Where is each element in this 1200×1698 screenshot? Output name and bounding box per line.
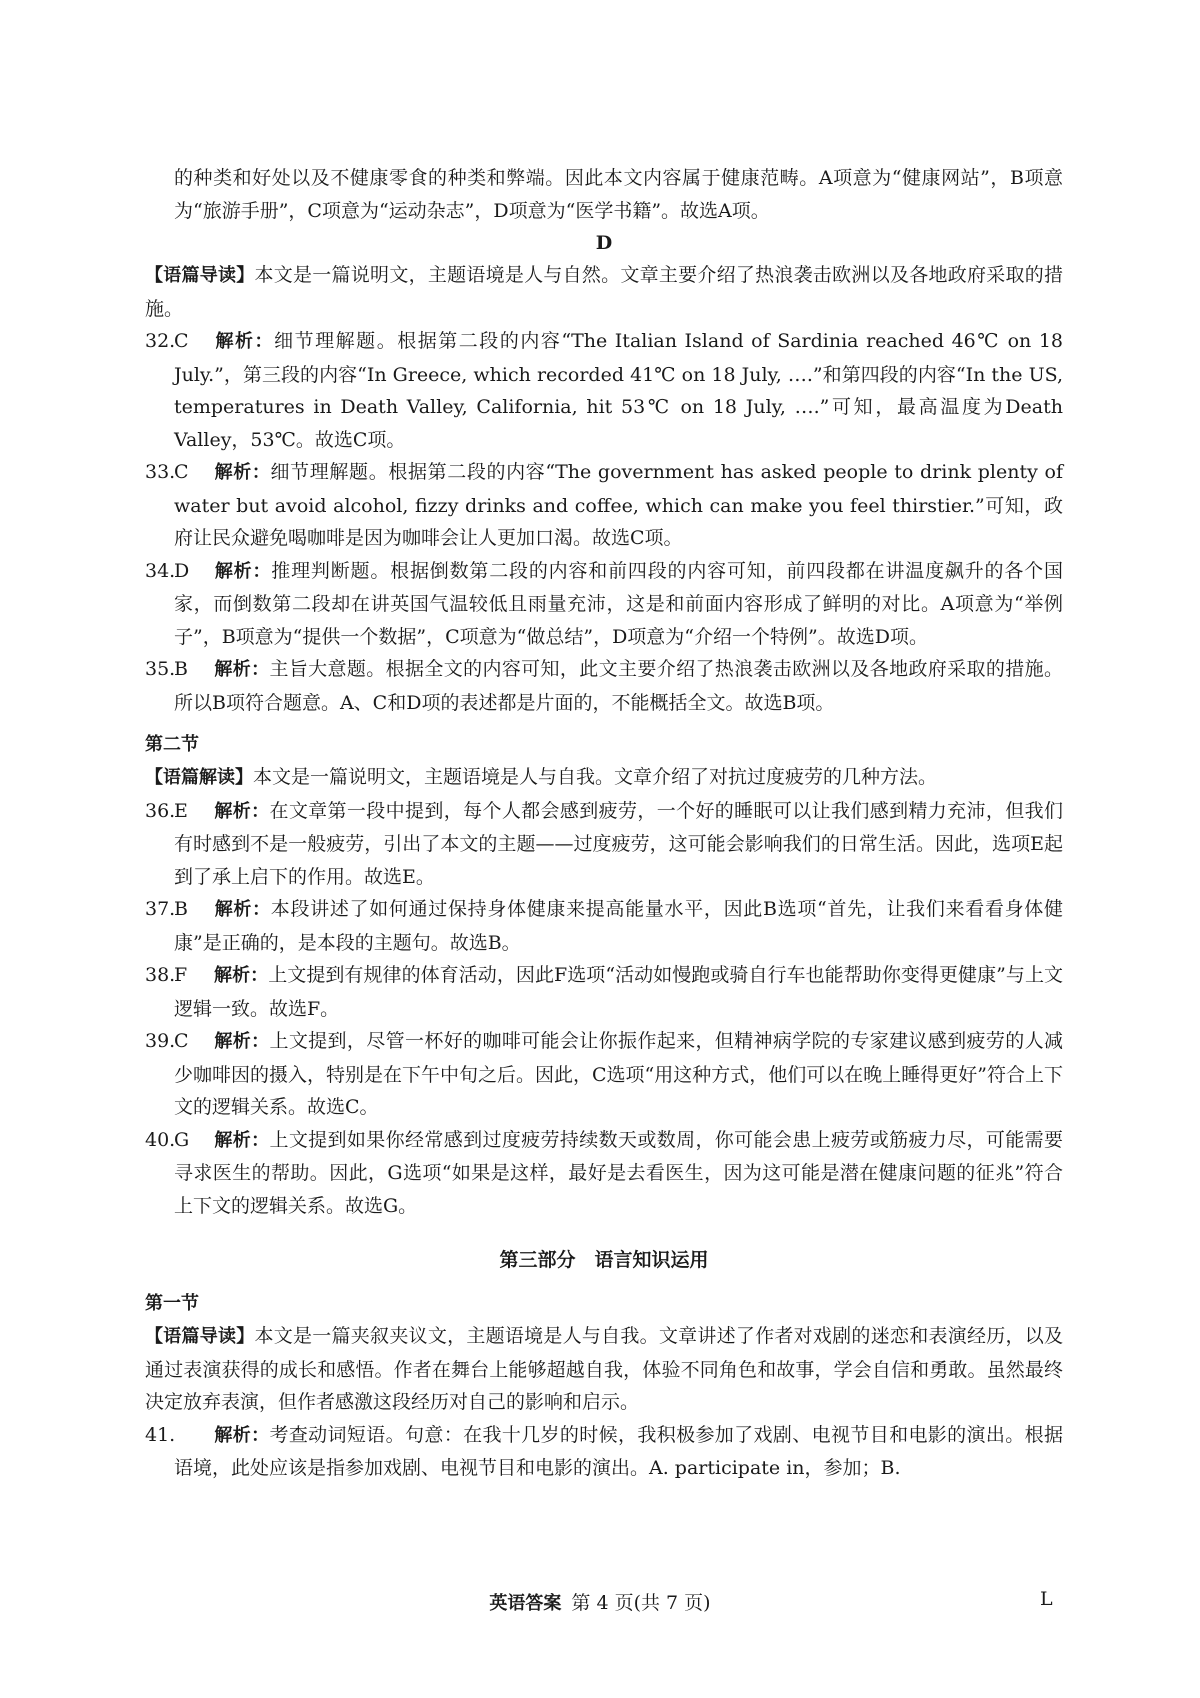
answer-item-40 [145,1124,1063,1223]
section-heading-1: 第一节 [145,1293,199,1314]
question-number: 40. [145,1128,176,1151]
question-number: 35. [145,658,176,680]
analysis-text: 主旨大意题。根据全文的内容可知，此文主要介绍了热浪袭击欧洲以及各地政府采取的措施。所以B项符合题意。A、C和D项的表述都是片面的，不能概括全文。故选B项。 [174,658,1063,714]
answer-item-32 [145,325,1063,456]
analysis-text: 上文提到如果你经常感到过度疲劳持续数天或数周，你可能会患上疲劳或筋疲力尽，可能需要寻求医生的帮助。因此，G选项“如果是这样，最好是去看医生，因为这可能是潜在健康问题的征兆”符合上下文的逻辑关系。故选G。 [174,1128,1063,1217]
guide-text: 本文是一篇说明文，主题语境是人与自然。文章主要介绍了热浪袭击欧洲以及各地政府采取的措施。 [145,264,1063,320]
question-number: 36. [145,799,176,822]
analysis-label: 解析： [214,560,272,582]
analysis-label: 解析： [214,800,270,822]
answer-letter: C [174,461,189,483]
analysis-text: 考查动词短语。句意：在我十几岁的时候，我积极参加了戏剧、电视节目和电影的演出。根据语境，此处应该是指参加戏剧、电视节目和电影的演出。A. participate in，参加；B. [174,1423,1063,1479]
guide-text: 本文是一篇说明文，主题语境是人与自我。文章介绍了对抗过度疲劳的几种方法。 [253,766,938,788]
question-number: 41. [145,1423,176,1446]
analysis-text: 细节理解题。根据第二段的内容“The government has asked people to drink plenty of water but avoid alcohol, fizzy drinks and coffee, which can make you feel thirstier.”可知，政府让民众避免喝咖啡是因为咖啡会让人更加口渴。故选C项。 [174,461,1063,549]
continued-paragraph: 的种类和好处以及不健康零食的种类和弊端。因此本文内容属于健康范畴。A项意为“健康网站”，B项意为“旅游手册”，C项意为“运动杂志”，D项意为“医学书籍”。故选A项。 [174,167,1063,222]
answer-letter: G [174,1128,190,1151]
question-number: 33. [145,461,176,483]
answer-letter: B [174,658,188,680]
page-footer [0,1588,1200,1615]
analysis-label: 解析： [214,1424,270,1446]
analysis-label: 解析： [214,1031,270,1052]
analysis-text: 上文提到有规律的体育活动，因此F选项“活动如慢跑或骑自行车也能帮助你变得更健康”与上文逻辑一致。故选F。 [174,964,1063,1020]
answer-letter: D [174,559,190,582]
answer-letter: E [174,799,188,822]
question-number: 32. [145,330,176,352]
footer-title: 英语答案 [489,1593,562,1614]
footer-page-info: 第 4 页(共 7 页) [571,1592,711,1614]
guide-text: 本文是一篇夹叙夹议文，主题语境是人与自我。文章讲述了作者对戏剧的迷恋和表演经历，以及通过表演获得的成长和感悟。作者在舞台上能够超越自我，体验不同角色和故事，学会自信和勇敢。虽然最终决定放弃表演，但作者感激这段经历对自己的影响和启示。 [145,1325,1063,1413]
analysis-label: 解析： [214,659,270,680]
answer-letter: B [174,898,188,920]
question-number: 38. [145,964,176,986]
page-content [145,162,1063,1485]
question-number: 39. [145,1030,176,1052]
answer-letter: C [174,1030,189,1052]
guide-d [145,259,1063,325]
answer-letter: F [174,964,188,986]
analysis-text: 细节理解题。根据第二段的内容“The Italian Island of Sardinia reached 46℃ on 18 July.”，第三段的内容“In Greece, which recorded 41℃ on 18 July, ….”和第四段的内容“In the US, temperatures in Death Valley, California, hit 53℃ on 18 July, ….”可知，最高温度为Death Valley，53℃。故选C项。 [174,330,1064,451]
analysis-label: 解析： [214,331,275,352]
analysis-text: 上文提到，尽管一杯好的咖啡可能会让你振作起来，但精神病学院的专家建议感到疲劳的人减少咖啡因的摄入，特别是在下午中旬之后。因此，C选项“用这种方式，他们可以在晚上睡得更好”符合上下文的逻辑关系。故选C。 [174,1030,1063,1118]
question-number: 37. [145,898,176,920]
guide-label: 【语篇导读】 [145,1326,255,1347]
question-number: 34. [145,559,176,582]
guide-section-2 [145,761,1063,795]
guide-label: 【语篇解读】 [145,767,253,788]
answer-item-38 [145,959,1063,1025]
answer-item-34 [145,555,1063,654]
footer-mark: L [1040,1588,1053,1610]
analysis-label: 解析： [214,462,271,483]
passage-letter: D [595,232,613,254]
part-three-title: 第三部分 语言知识运用 [499,1249,709,1271]
answer-letter: C [174,330,189,352]
guide-part-3 [145,1320,1063,1419]
answer-item-41 [145,1419,1063,1485]
section-heading-2: 第二节 [145,734,199,755]
answer-item-36 [145,795,1063,894]
answer-item-39 [145,1025,1063,1124]
answer-item-33 [145,456,1063,555]
guide-label: 【语篇导读】 [145,265,255,286]
answer-item-37 [145,893,1063,959]
analysis-label: 解析： [214,965,269,986]
analysis-text: 推理判断题。根据倒数第二段的内容和前四段的内容可知，前四段都在讲温度飙升的各个国家，而倒数第二段却在讲英国气温较低且雨量充沛，这是和前面内容形成了鲜明的对比。A项意为“举例子”，B项意为“提供一个数据”，C项意为“做总结”，D项意为“介绍一个特例”。故选D项。 [174,559,1063,648]
answer-item-35 [145,653,1063,719]
analysis-label: 解析： [214,1129,270,1151]
analysis-text: 本段讲述了如何通过保持身体健康来提高能量水平，因此B选项“首先，让我们来看看身体健康”是正确的，是本段的主题句。故选B。 [174,898,1064,954]
analysis-text: 在文章第一段中提到，每个人都会感到疲劳，一个好的睡眠可以让我们感到精力充沛，但我们有时感到不是一般疲劳，引出了本文的主题——过度疲劳，这可能会影响我们的日常生活。因此，选项E起到了承上启下的作用。故选E。 [174,799,1063,888]
analysis-label: 解析： [214,899,271,920]
